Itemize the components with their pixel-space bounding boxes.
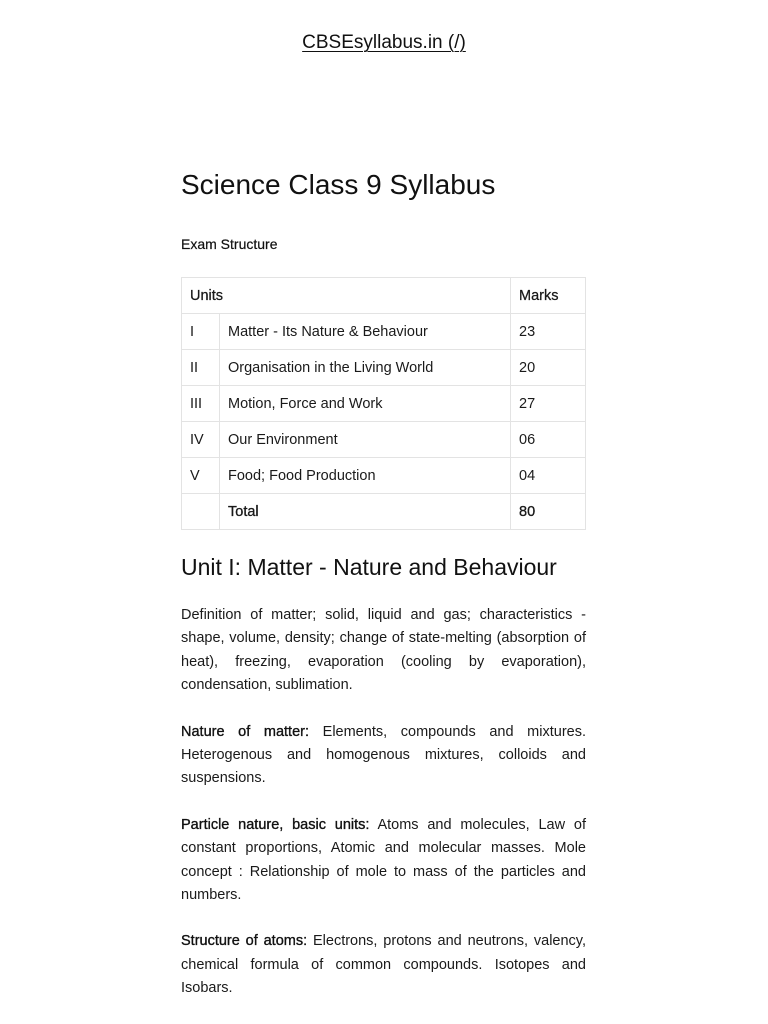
page-title: Science Class 9 Syllabus: [181, 169, 496, 200]
unit-number-cell: I: [182, 314, 220, 350]
table-header-row: [182, 278, 586, 314]
unit-number-cell: IV: [182, 422, 220, 458]
table-total-row: [182, 494, 586, 530]
empty-cell: [182, 494, 220, 530]
table-row: [182, 350, 586, 386]
paragraph-text: Atoms and molecules, Law of constant proportions, Atomic and molecular masses. Mole concept : Relationship of mole to mass of the particles and numbers.: [181, 816, 586, 904]
paragraph-text: Electrons, protons and neutrons, valency, chemical formula of common compounds. Isotopes and Isobars.: [181, 933, 586, 997]
paragraph-text: Elements, compounds and mixtures. Heterogenous and homogenous mixtures, colloids and suspensions.: [181, 723, 586, 787]
unit-marks-cell: 23: [511, 314, 586, 350]
table-row: [182, 314, 586, 350]
marks-column-header: Marks: [511, 278, 586, 314]
unit-name-cell: Matter - Its Nature & Behaviour: [220, 314, 511, 350]
exam-structure-heading: Exam Structure: [181, 236, 278, 252]
main-content: [181, 166, 586, 1001]
unit-marks-cell: 27: [511, 386, 586, 422]
unit-name-cell: Organisation in the Living World: [220, 350, 511, 386]
total-label-cell: Total: [220, 494, 511, 530]
exam-structure-table: [181, 277, 586, 530]
nature-of-matter-paragraph: [181, 721, 586, 791]
site-home-link[interactable]: CBSEsyllabus.in (/): [302, 32, 466, 53]
structure-of-atoms-paragraph: [181, 930, 586, 1000]
site-header: [0, 32, 768, 54]
unit1-intro-paragraph: Definition of matter; solid, liquid and gas; characteristics - shape, volume, density; change of state-melting (absorption of heat), freezing, evaporation (cooling by evaporation), condensation, sublimation.: [181, 607, 586, 694]
unit-marks-cell: 06: [511, 422, 586, 458]
total-marks-cell: 80: [511, 494, 586, 530]
paragraph-lead: Particle nature, basic units:: [181, 816, 370, 833]
units-column-header: Units: [182, 278, 511, 314]
unit-number-cell: V: [182, 458, 220, 494]
unit-name-cell: Food; Food Production: [220, 458, 511, 494]
particle-nature-paragraph: [181, 814, 586, 908]
unit-name-cell: Our Environment: [220, 422, 511, 458]
paragraph-lead: Structure of atoms:: [181, 933, 308, 950]
table-row: [182, 458, 586, 494]
table-row: [182, 422, 586, 458]
unit-number-cell: III: [182, 386, 220, 422]
unit-marks-cell: 04: [511, 458, 586, 494]
unit-number-cell: II: [182, 350, 220, 386]
table-row: [182, 386, 586, 422]
unit-marks-cell: 20: [511, 350, 586, 386]
paragraph-lead: Nature of matter:: [181, 723, 310, 740]
unit-name-cell: Motion, Force and Work: [220, 386, 511, 422]
unit1-heading: Unit I: Matter - Nature and Behaviour: [181, 554, 557, 580]
